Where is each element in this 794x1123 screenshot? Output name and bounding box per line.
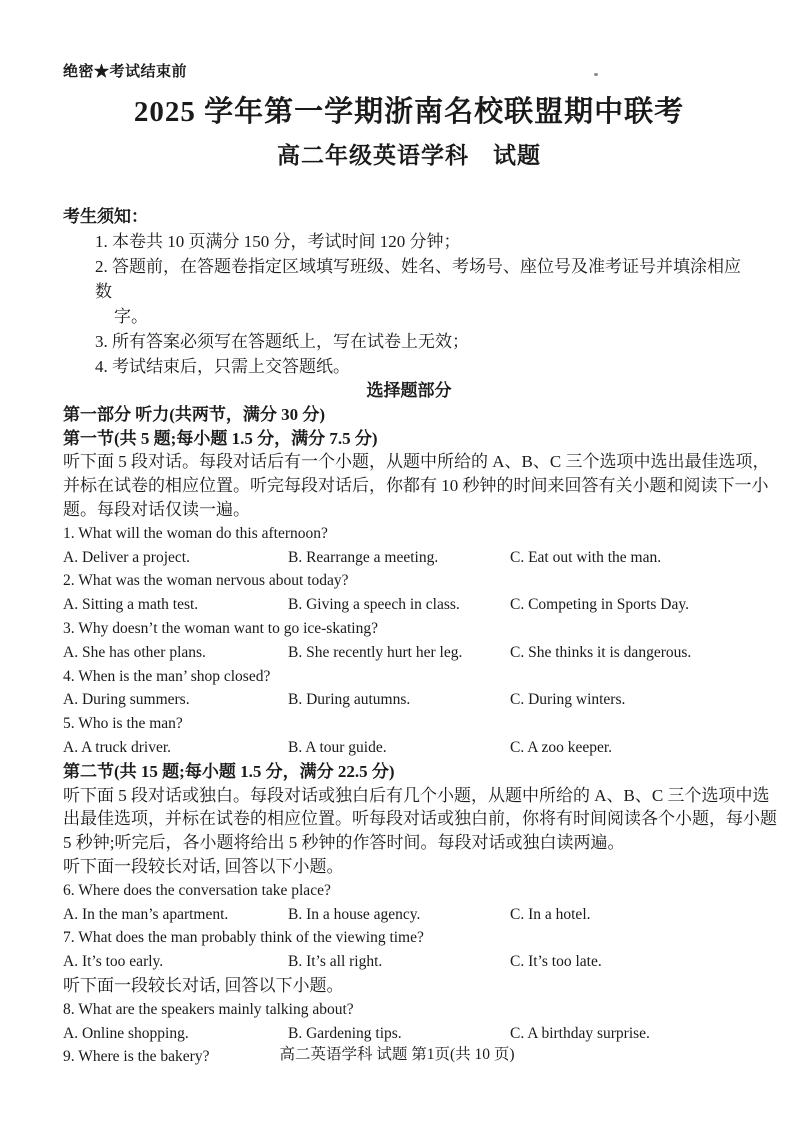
question-7-option-a: A. It’s too early.: [63, 953, 164, 971]
question-2-options: [63, 593, 755, 617]
notice-item-3: 3. 所有答案必须写在答题纸上，写在试卷上无效；: [95, 332, 469, 351]
choice-section-heading: 选择题部分: [366, 381, 452, 400]
notice-item-2: [95, 254, 755, 329]
dialog-lead-2: 听下面一段较长对话, 回答以下小题。: [63, 975, 344, 995]
question-7-option-b: B. It’s all right.: [288, 953, 383, 971]
question-6-option-a: A. In the man’s apartment.: [63, 905, 229, 923]
question-4-option-a: A. During summers.: [63, 691, 190, 709]
page-footer: 高二英语学科 试题 第1页(共 10 页): [279, 1046, 515, 1063]
question-4-options: [63, 688, 755, 712]
section2-instruction-line: 出最佳选项，并标在试卷的相应位置。听每段对话或独白前，你将有时间阅读各个小题，每小题: [63, 809, 777, 829]
section1-instruction-line: 题。每段对话仅读一遍。: [63, 499, 250, 519]
question-1-option-a: A. Deliver a project.: [63, 548, 190, 566]
question-6-text: 6. Where does the conversation take place?: [63, 881, 331, 899]
question-1-option-b: B. Rearrange a meeting.: [288, 548, 439, 566]
question-6-options: [63, 903, 755, 927]
question-5-option-b: B. A tour guide.: [288, 738, 387, 756]
question-2-option-a: A. Sitting a math test.: [63, 596, 199, 614]
question-6-option-b: B. In a house agency.: [288, 905, 421, 923]
section2-instruction-line: 5 秒钟;听完后，各小题将给出 5 秒钟的作答时间。每段对话或独白读两遍。: [63, 833, 625, 853]
question-8-text: 8. What are the speakers mainly talking about?: [63, 1000, 354, 1018]
question-2-text: 2. What was the woman nervous about today?: [63, 572, 349, 590]
question-7-text: 7. What does the man probably think of the viewing time?: [63, 929, 424, 947]
question-5-options: [63, 736, 755, 760]
question-7-options: [63, 950, 755, 974]
question-7-option-c: C. It’s too late.: [510, 953, 602, 971]
section2-heading: 第二节(共 15 题;每小题 1.5 分，满分 22.5 分): [63, 761, 395, 781]
question-5-text: 5. Who is the man?: [63, 715, 183, 733]
question-8-option-b: B. Gardening tips.: [288, 1024, 402, 1042]
question-1-options: [63, 546, 755, 570]
question-5-option-a: A. A truck driver.: [63, 738, 172, 756]
notice-item-2-line-1: 2. 答题前，在答题卷指定区域填写班级、姓名、考场号、座位号及准考证号并填涂相应数: [95, 257, 741, 301]
dialog-lead-1: 听下面一段较长对话, 回答以下小题。: [63, 856, 344, 876]
question-2-option-c: C. Competing in Sports Day.: [510, 596, 689, 614]
question-8-option-c: C. A birthday surprise.: [510, 1024, 650, 1042]
question-3-option-c: C. She thinks it is dangerous.: [510, 643, 692, 661]
question-1-option-c: C. Eat out with the man.: [510, 548, 662, 566]
section1-heading: 第一节(共 5 题;每小题 1.5 分，满分 7.5 分): [63, 428, 378, 448]
notice-item-1: 1. 本卷共 10 页满分 150 分，考试时间 120 分钟；: [95, 232, 461, 251]
secret-label: 绝密★考试结束前: [63, 64, 188, 80]
question-8-option-a: A. Online shopping.: [63, 1024, 189, 1042]
notice-item-4: 4. 考试结束后，只需上交答题纸。: [95, 357, 350, 376]
question-6-option-c: C. In a hotel.: [510, 905, 591, 923]
notice-item-2-line-2: 字。: [114, 307, 148, 326]
question-4-option-b: B. During autumns.: [288, 691, 411, 709]
question-4-text: 4. When is the man’ shop closed?: [63, 667, 271, 685]
question-3-option-a: A. She has other plans.: [63, 643, 206, 661]
exam-title: 2025 学年第一学期浙南名校联盟期中联考: [133, 96, 685, 128]
question-1-text: 1. What will the woman do this afternoon?: [63, 524, 328, 542]
question-3-option-b: B. She recently hurt her leg.: [288, 643, 463, 661]
question-3-options: [63, 641, 755, 665]
part1-heading: 第一部分 听力(共两节，满分 30 分): [63, 404, 326, 424]
question-4-option-c: C. During winters.: [510, 691, 626, 709]
notice-heading: 考生须知：: [63, 207, 148, 226]
section2-instruction-line: 听下面 5 段对话或独白。每段对话或独白后有几个小题，从题中所给的 A、B、C 三个选项中选: [63, 785, 770, 805]
section1-instruction-line: 并标在试卷的相应位置。听完每段对话后，你都有 10 秒钟的时间来回答有关小题和阅读下一小: [63, 476, 769, 496]
question-5-option-c: C. A zoo keeper.: [510, 738, 613, 756]
question-8-options: [63, 1022, 755, 1046]
question-9-text: 9. Where is the bakery?: [63, 1048, 210, 1066]
question-3-text: 3. Why doesn’t the woman want to go ice-skating?: [63, 619, 378, 637]
exam-subtitle: 高二年级英语学科 试题: [277, 143, 541, 168]
section1-instruction-line: 听下面 5 段对话。每段对话后有一个小题，从题中所给的 A、B、C 三个选项中选出最佳选项，: [63, 452, 770, 472]
question-2-option-b: B. Giving a speech in class.: [288, 596, 460, 614]
page-content: [63, 0, 777, 1069]
